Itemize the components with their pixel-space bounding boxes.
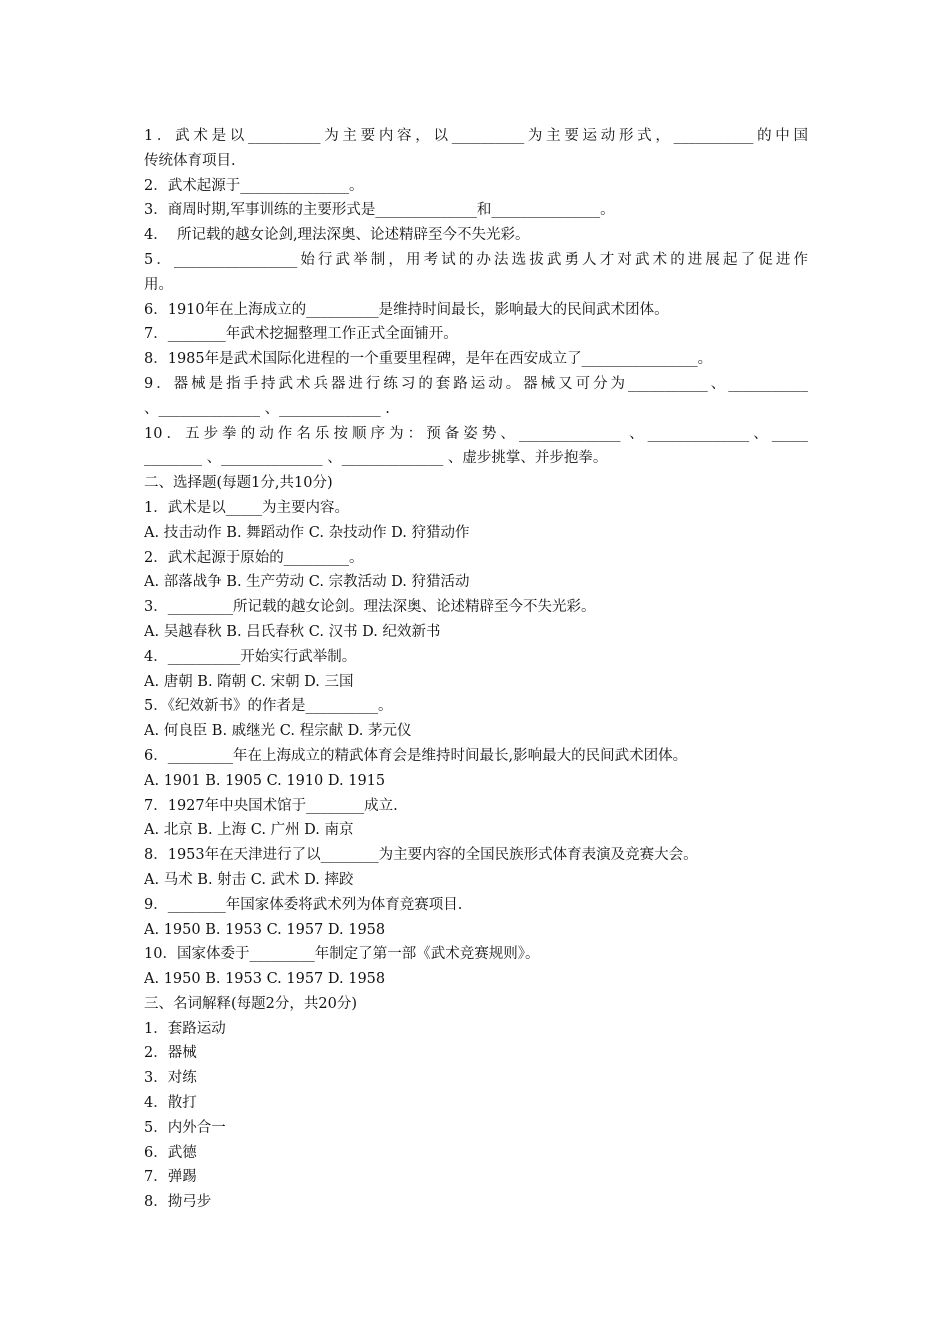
text-line: A. 1950 B. 1953 C. 1957 D. 1958 [144, 921, 386, 938]
text-line: A. 何良臣 B. 戚继光 C. 程宗献 D. 茅元仪 [144, 723, 412, 740]
text-line: 9．________年国家体委将武术列为体育竞赛项目. [144, 896, 463, 913]
text-line: 8．1985年是武术国际化进程的一个重要里程碑，是年在西安成立了________________。 [144, 351, 713, 368]
text-line: 4．散打 [144, 1095, 197, 1112]
text-line: 9．器械是指手持武术兵器进行练习的套路运动。器械又可分为___________、___________ [144, 375, 808, 392]
text-line: 二、选择题(每题1分,共10分) [144, 475, 333, 492]
text-line: 传统体育项目. [144, 152, 236, 169]
document-body [144, 124, 808, 1215]
text-line: 1．武术是以__________为主要内容，以__________为主要运动形式，___________的中国 [144, 128, 808, 144]
text-line: 3．商周时期,军事训练的主要形式是______________和_______________。 [144, 202, 615, 219]
text-line: 三、名词解释(每题2分，共20分) [144, 995, 357, 1012]
text-line: 7．1927年中央国术馆于________成立. [144, 797, 398, 814]
text-line: ________ 、______________ 、______________ 、虚步挑掌、并步抱拳。 [144, 450, 608, 467]
text-line: 8．拗弓步 [144, 1194, 212, 1211]
text-line: A. 北京 B. 上海 C. 广州 D. 南京 [144, 822, 354, 839]
text-line: 5．《纪效新书》的作者是__________。 [144, 698, 393, 715]
text-line: 3．_________所记载的越女论剑。理法深奥、论述精辟至今不失光彩。 [144, 599, 596, 616]
text-line: A. 唐朝 B. 隋朝 C. 宋朝 D. 三国 [144, 673, 354, 690]
text-line: 2．武术起源于_______________。 [144, 177, 364, 194]
text-line: 1．武术是以_____为主要内容。 [144, 499, 349, 516]
text-line: A. 1901 B. 1905 C. 1910 D. 1915 [144, 772, 386, 789]
text-line: 5．_________________始行武举制，用考试的办法选拔武勇人才对武术的进展起了促进作 [144, 251, 808, 268]
text-line: 5．内外合一 [144, 1119, 226, 1136]
text-line: A. 1950 B. 1953 C. 1957 D. 1958 [144, 971, 386, 988]
text-line: 、______________ 、______________ . [144, 400, 390, 417]
text-line: 6．武德 [144, 1144, 197, 1161]
text-line: 4．__________开始实行武举制。 [144, 648, 357, 665]
text-line: 7．________年武术挖掘整理工作正式全面铺开。 [144, 326, 458, 343]
text-line: A. 吴越春秋 B. 吕氏春秋 C. 汉书 D. 纪效新书 [144, 623, 441, 640]
text-line: 8．1953年在天津进行了以________为主要内容的全国民族形式体育表演及竞赛大会。 [144, 847, 698, 864]
text-line: 用。 [144, 276, 173, 293]
text-line: 7．弹踢 [144, 1169, 197, 1186]
text-line: 1．套路运动 [144, 1020, 226, 1037]
text-line: 3．对练 [144, 1070, 197, 1087]
text-line: 2．武术起源于原始的_________。 [144, 549, 364, 566]
text-line: 10．国家体委于_________年制定了第一部《武术竞赛规则》。 [144, 946, 540, 963]
text-line: 2．器械 [144, 1045, 197, 1062]
text-line: A. 马术 B. 射击 C. 武术 D. 摔跤 [144, 871, 354, 888]
text-line: 10．五步拳的动作名乐按顺序为：预备姿势、______________ 、______________、_____ [144, 425, 808, 442]
text-line: 6．_________年在上海成立的精武体育会是维持时间最长,影响最大的民间武术团体。 [144, 747, 688, 764]
text-line: A. 部落战争 B. 生产劳动 C. 宗教活动 D. 狩猎活动 [144, 574, 470, 591]
text-line: 6．1910年在上海成立的__________是维持时间最长，影响最大的民间武术团体。 [144, 301, 669, 318]
text-line: 4． 所记载的越女论剑,理法深奥、论述精辟至今不失光彩。 [144, 227, 530, 244]
text-line: A. 技击动作 B. 舞蹈动作 C. 杂技动作 D. 狩猎动作 [144, 524, 470, 541]
